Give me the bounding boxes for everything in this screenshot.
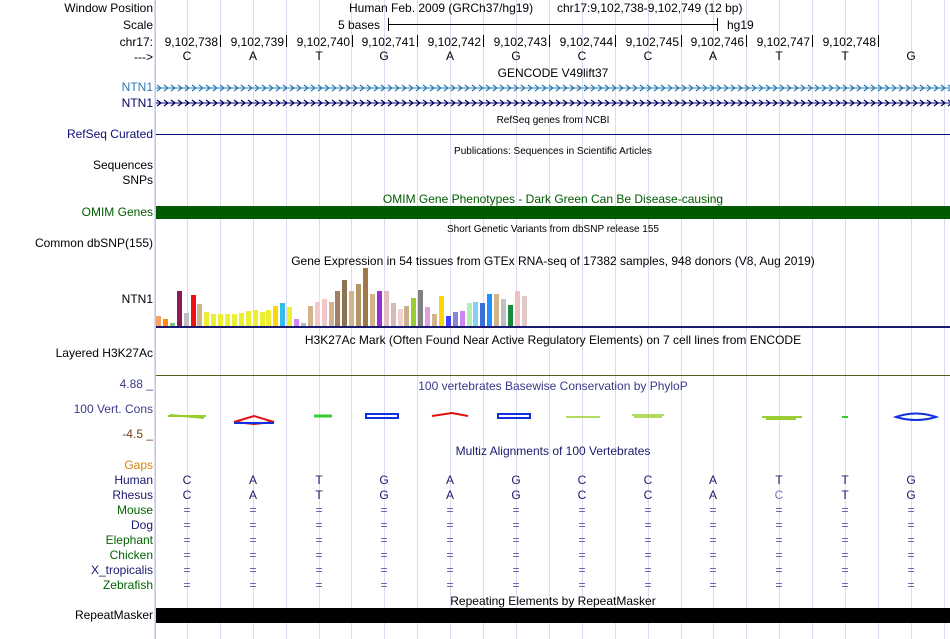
alignment-base-zebrafish: = [512, 578, 520, 592]
gridline [549, 0, 550, 639]
alignment-base-human: C [643, 473, 653, 487]
alignment-base-zebrafish: = [578, 578, 586, 592]
gtex-tissue-bar[interactable] [211, 314, 216, 326]
species-label-rhesus[interactable]: Rhesus [112, 488, 153, 502]
ruler-tick [352, 35, 353, 47]
alignment-base-rhesus: C [643, 488, 653, 502]
alignment-base-rhesus: T [315, 488, 323, 502]
gtex-tissue-bar[interactable] [377, 291, 382, 326]
refseq-track-title: RefSeq genes from NCBI [496, 115, 610, 126]
alignment-base-x-tropicalis: = [446, 563, 454, 577]
alignment-base-chicken: = [315, 548, 323, 562]
gtex-tissue-bar[interactable] [494, 294, 499, 326]
ruler-tick [220, 35, 221, 47]
track-label-gtex-ntn1[interactable]: NTN1 [121, 292, 153, 306]
gtex-tissue-bar[interactable] [384, 291, 389, 326]
alignment-base-human: A [248, 473, 257, 487]
gtex-tissue-bar[interactable] [391, 303, 396, 326]
alignment-base-chicken: = [249, 548, 257, 562]
ruler-coordinate: 9,102,741 [361, 35, 415, 49]
track-label-gaps[interactable]: Gaps [124, 458, 153, 472]
reference-base: T [841, 49, 849, 63]
ruler-tick [286, 35, 287, 47]
track-label-snps[interactable]: SNPs [122, 173, 153, 187]
alignment-base-x-tropicalis: = [841, 563, 849, 577]
gtex-tissue-bar[interactable] [315, 302, 320, 326]
gridline [878, 0, 879, 639]
alignment-base-human: C [182, 473, 192, 487]
alignment-base-elephant: = [578, 533, 586, 547]
phylop-glyph [168, 415, 206, 418]
alignment-base-dog: = [249, 518, 257, 532]
position-title: chr17:9,102,738-9,102,749 (12 bp) [557, 1, 743, 15]
alignment-base-human: G [379, 473, 389, 487]
alignment-base-human: A [708, 473, 717, 487]
gtex-tissue-bar[interactable] [273, 306, 278, 326]
reference-base: C [182, 49, 192, 63]
gtex-tissue-bar[interactable] [163, 319, 168, 326]
h3k27ac-baseline [156, 375, 950, 376]
gtex-tissue-bar[interactable] [335, 291, 340, 326]
alignment-base-rhesus: G [511, 488, 521, 502]
scale-bar-right-cap [717, 18, 718, 31]
alignment-base-rhesus: A [445, 488, 454, 502]
alignment-base-chicken: = [775, 548, 783, 562]
alignment-base-chicken: = [709, 548, 717, 562]
alignment-base-human: G [906, 473, 916, 487]
gtex-tissue-bar[interactable] [356, 284, 361, 326]
scale-bar-text: 5 bases [338, 18, 381, 32]
alignment-base-zebrafish: = [446, 578, 454, 592]
alignment-base-x-tropicalis: = [907, 563, 915, 577]
alignment-base-mouse: = [512, 503, 520, 517]
alignment-base-mouse: = [644, 503, 652, 517]
track-label-h3k27ac[interactable]: Layered H3K27Ac [55, 346, 153, 360]
ruler-tick [417, 35, 418, 47]
ruler-tick [483, 35, 484, 47]
gtex-tissue-bar[interactable] [515, 291, 520, 326]
gtex-tissue-bar[interactable] [294, 319, 299, 326]
alignment-base-dog: = [512, 518, 520, 532]
gtex-tissue-bar[interactable] [453, 312, 458, 326]
alignment-base-rhesus: G [379, 488, 389, 502]
gridline [746, 0, 747, 639]
gtex-tissue-bar[interactable] [232, 314, 237, 326]
alignment-base-x-tropicalis: = [315, 563, 323, 577]
alignment-base-x-tropicalis: = [775, 563, 783, 577]
alignment-base-mouse: = [446, 503, 454, 517]
alignment-base-rhesus: A [248, 488, 257, 502]
reference-base: G [379, 49, 389, 63]
alignment-base-elephant: = [315, 533, 323, 547]
alignment-base-elephant: = [446, 533, 454, 547]
ruler-tick [681, 35, 682, 47]
reference-base: C [643, 49, 653, 63]
ruler-coordinate: 9,102,746 [690, 35, 744, 49]
track-label-common-dbsnp[interactable]: Common dbSNP(155) [34, 236, 153, 250]
alignment-base-mouse: = [380, 503, 388, 517]
gtex-tissue-bar[interactable] [480, 303, 485, 326]
gridline [615, 0, 616, 639]
gtex-tissue-bar[interactable] [308, 306, 313, 326]
alignment-base-dog: = [446, 518, 454, 532]
ruler-coordinate: 9,102,742 [427, 35, 481, 49]
reference-base: G [511, 49, 521, 63]
reference-base: A [445, 49, 454, 63]
track-label-sequences[interactable]: Sequences [92, 158, 153, 172]
ruler-tick [812, 35, 813, 47]
publications-track-title: Publications: Sequences in Scientific Articles [454, 146, 652, 157]
gtex-tissue-bar[interactable] [508, 305, 513, 326]
gtex-tissue-bar[interactable] [239, 313, 244, 326]
alignment-base-x-tropicalis: = [183, 563, 191, 577]
phylop-glyph [432, 413, 468, 416]
scale-label: Scale [122, 18, 153, 32]
gtex-tissue-bar[interactable] [197, 304, 202, 326]
ruler-coordinate: 9,102,747 [756, 35, 810, 49]
gtex-tissue-bar[interactable] [425, 307, 430, 326]
omim-track-title: OMIM Gene Phenotypes - Dark Green Can Be Disease-causing [382, 192, 724, 206]
alignment-base-chicken: = [380, 548, 388, 562]
gtex-tissue-bar[interactable] [467, 303, 472, 326]
gridline [154, 0, 155, 639]
alignment-base-rhesus: A [708, 488, 717, 502]
track-label-omim[interactable]: OMIM Genes [81, 205, 153, 219]
alignment-base-elephant: = [183, 533, 191, 547]
chromosome-label: chr17: [119, 35, 153, 49]
reference-base: A [708, 49, 717, 63]
phylop-track-title: 100 vertebrates Basewise Conservation by PhyloP [418, 379, 688, 393]
ruler-coordinate: 9,102,739 [230, 35, 284, 49]
alignment-base-mouse: = [578, 503, 586, 517]
alignment-base-dog: = [907, 518, 915, 532]
ruler-tick [878, 35, 879, 47]
phylop-conservation-plot[interactable] [156, 410, 950, 430]
species-label-mouse[interactable]: Mouse [116, 503, 153, 517]
alignment-base-x-tropicalis: = [644, 563, 652, 577]
gridline [812, 0, 813, 639]
gtex-tissue-bar[interactable] [280, 303, 285, 326]
alignment-base-chicken: = [578, 548, 586, 562]
alignment-base-x-tropicalis: = [249, 563, 257, 577]
alignment-base-mouse: = [775, 503, 783, 517]
ruler-coordinate: 9,102,745 [625, 35, 679, 49]
alignment-base-elephant: = [249, 533, 257, 547]
alignment-base-human: T [315, 473, 323, 487]
alignment-base-chicken: = [907, 548, 915, 562]
track-label-vert-cons[interactable]: 100 Vert. Cons [73, 402, 153, 416]
alignment-base-x-tropicalis: = [380, 563, 388, 577]
alignment-base-zebrafish: = [907, 578, 915, 592]
alignment-base-elephant: = [512, 533, 520, 547]
ruler-tick [746, 35, 747, 47]
gtex-tissue-bar[interactable] [287, 307, 292, 326]
ruler-tick [549, 35, 550, 47]
ruler-coordinate: 9,102,748 [822, 35, 876, 49]
alignment-base-chicken: = [446, 548, 454, 562]
alignment-base-elephant: = [907, 533, 915, 547]
gtex-tissue-bar[interactable] [184, 313, 189, 326]
track-image-area[interactable] [156, 0, 950, 639]
gtex-tissue-bar[interactable] [177, 291, 182, 326]
alignment-base-zebrafish: = [315, 578, 323, 592]
alignment-base-zebrafish: = [775, 578, 783, 592]
strand-arrow-label: ---> [134, 50, 153, 64]
alignment-base-elephant: = [709, 533, 717, 547]
reference-base: T [315, 49, 323, 63]
alignment-base-zebrafish: = [249, 578, 257, 592]
cons-max-value: 4.88 _ [119, 377, 153, 391]
gtex-tissue-bar[interactable] [522, 296, 527, 326]
ruler-coordinate: 9,102,740 [296, 35, 350, 49]
alignment-base-zebrafish: = [183, 578, 191, 592]
phylop-glyph [498, 414, 530, 418]
track-label-gencode-ntn1[interactable]: NTN1 [121, 80, 153, 94]
alignment-base-rhesus: T [841, 488, 849, 502]
gtex-tissue-bar[interactable] [363, 268, 368, 326]
track-label-column [0, 0, 155, 639]
gridline [681, 0, 682, 639]
alignment-base-dog: = [644, 518, 652, 532]
phylop-glyph [762, 417, 802, 419]
gtex-tissue-bar[interactable] [253, 310, 258, 326]
alignment-base-mouse: = [841, 503, 849, 517]
alignment-base-zebrafish: = [380, 578, 388, 592]
assembly-title: Human Feb. 2009 (GRCh37/hg19) [349, 1, 534, 15]
alignment-base-dog: = [841, 518, 849, 532]
alignment-base-rhesus: G [906, 488, 916, 502]
gtex-tissue-bar[interactable] [349, 291, 354, 326]
alignment-base-zebrafish: = [709, 578, 717, 592]
gtex-tissue-bar[interactable] [260, 312, 265, 326]
gtex-tissue-bar[interactable] [398, 309, 403, 326]
cons-min-value: -4.5 _ [122, 427, 153, 441]
alignment-base-rhesus: C [774, 488, 784, 502]
gencode-track-title: GENCODE V49lift37 [497, 66, 609, 80]
species-label-elephant[interactable]: Elephant [105, 533, 153, 547]
alignment-base-x-tropicalis: = [578, 563, 586, 577]
alignment-base-human: C [577, 473, 587, 487]
gtex-tissue-bar[interactable] [191, 295, 196, 326]
ruler-coordinate: 9,102,738 [164, 35, 218, 49]
alignment-base-human: G [511, 473, 521, 487]
alignment-base-mouse: = [709, 503, 717, 517]
alignment-base-zebrafish: = [644, 578, 652, 592]
alignment-base-dog: = [380, 518, 388, 532]
alignment-base-mouse: = [249, 503, 257, 517]
ruler-coordinate: 9,102,743 [493, 35, 547, 49]
alignment-base-dog: = [578, 518, 586, 532]
alignment-base-dog: = [315, 518, 323, 532]
gencode-transcript-ntn1-alt[interactable] [156, 99, 950, 107]
repeatmasker-track-title: Repeating Elements by RepeatMasker [450, 594, 656, 608]
alignment-base-human: T [775, 473, 783, 487]
alignment-base-chicken: = [183, 548, 191, 562]
alignment-base-human: T [841, 473, 849, 487]
alignment-base-chicken: = [841, 548, 849, 562]
multiz-track-title: Multiz Alignments of 100 Vertebrates [455, 444, 651, 458]
reference-base: C [577, 49, 587, 63]
alignment-base-elephant: = [644, 533, 652, 547]
alignment-base-rhesus: C [577, 488, 587, 502]
gtex-tissue-bar[interactable] [370, 294, 375, 326]
ruler-tick [615, 35, 616, 47]
alignment-base-x-tropicalis: = [512, 563, 520, 577]
gtex-tissue-bar[interactable] [156, 316, 161, 326]
reference-base: A [248, 49, 257, 63]
gtex-tissue-bar[interactable] [266, 310, 271, 326]
alignment-base-dog: = [183, 518, 191, 532]
gtex-tissue-bar[interactable] [342, 280, 347, 326]
scale-bar-db: hg19 [727, 18, 754, 32]
gtex-tissue-bar[interactable] [246, 311, 251, 326]
alignment-base-mouse: = [183, 503, 191, 517]
track-label-refseq[interactable]: RefSeq Curated [66, 127, 153, 141]
repeatmasker-element-bar[interactable] [156, 608, 950, 623]
alignment-base-human: A [445, 473, 454, 487]
reference-base: T [775, 49, 783, 63]
gtex-tissue-bar[interactable] [329, 302, 334, 326]
species-label-x-tropicalis[interactable]: X_tropicalis [90, 563, 153, 577]
gtex-tissue-bar[interactable] [501, 299, 506, 326]
gtex-track-title: Gene Expression in 54 tissues from GTEx RNA-seq of 17382 samples, 948 donors (V8, Aug 2019) [291, 254, 815, 268]
alignment-base-elephant: = [841, 533, 849, 547]
dbsnp-track-title: Short Genetic Variants from dbSNP release 155 [447, 224, 659, 235]
gtex-tissue-bar[interactable] [322, 299, 327, 326]
track-label-gencode-ntn1-alt[interactable]: NTN1 [121, 96, 153, 110]
alignment-base-elephant: = [775, 533, 783, 547]
species-label-dog[interactable]: Dog [130, 518, 153, 532]
scale-bar [388, 24, 718, 25]
gtex-tissue-bar[interactable] [218, 314, 223, 326]
alignment-base-dog: = [775, 518, 783, 532]
gtex-tissue-bar[interactable] [418, 290, 423, 326]
alignment-base-mouse: = [315, 503, 323, 517]
gtex-tissue-bar[interactable] [439, 296, 444, 326]
gtex-tissue-bar[interactable] [225, 314, 230, 326]
species-label-zebrafish[interactable]: Zebrafish [102, 578, 153, 592]
gridline [944, 0, 945, 639]
species-label-chicken[interactable]: Chicken [109, 548, 153, 562]
ruler-coordinate: 9,102,744 [559, 35, 613, 49]
gtex-expression-chart[interactable] [156, 268, 536, 326]
alignment-base-elephant: = [380, 533, 388, 547]
gtex-tissue-bar[interactable] [460, 311, 465, 326]
track-label-repeatmasker[interactable]: RepeatMasker [74, 608, 153, 622]
refseq-gene-line[interactable] [156, 134, 950, 135]
phylop-glyph [632, 415, 664, 417]
gtex-tissue-bar[interactable] [487, 294, 492, 326]
gtex-baseline [156, 326, 950, 328]
phylop-glyph [896, 414, 936, 421]
alignment-base-chicken: = [512, 548, 520, 562]
species-label-human[interactable]: Human [114, 473, 153, 487]
gtex-tissue-bar[interactable] [432, 314, 437, 326]
gtex-tissue-bar[interactable] [411, 298, 416, 326]
gtex-tissue-bar[interactable] [404, 306, 409, 326]
window-position-label: Window Position [64, 1, 153, 15]
omim-gene-bar[interactable] [156, 206, 950, 219]
reference-base: G [906, 49, 916, 63]
alignment-base-rhesus: C [182, 488, 192, 502]
h3k27ac-track-title: H3K27Ac Mark (Often Found Near Active Regulatory Elements) on 7 cell lines from ENCODE [304, 333, 802, 347]
gtex-tissue-bar[interactable] [204, 312, 209, 326]
gencode-transcript-ntn1[interactable] [156, 84, 950, 92]
alignment-base-zebrafish: = [841, 578, 849, 592]
gtex-tissue-bar[interactable] [446, 316, 451, 326]
alignment-base-dog: = [709, 518, 717, 532]
gtex-tissue-bar[interactable] [473, 302, 478, 326]
alignment-base-mouse: = [907, 503, 915, 517]
scale-bar-left-cap [388, 18, 389, 31]
phylop-glyph [366, 414, 398, 418]
alignment-base-x-tropicalis: = [709, 563, 717, 577]
alignment-base-chicken: = [644, 548, 652, 562]
